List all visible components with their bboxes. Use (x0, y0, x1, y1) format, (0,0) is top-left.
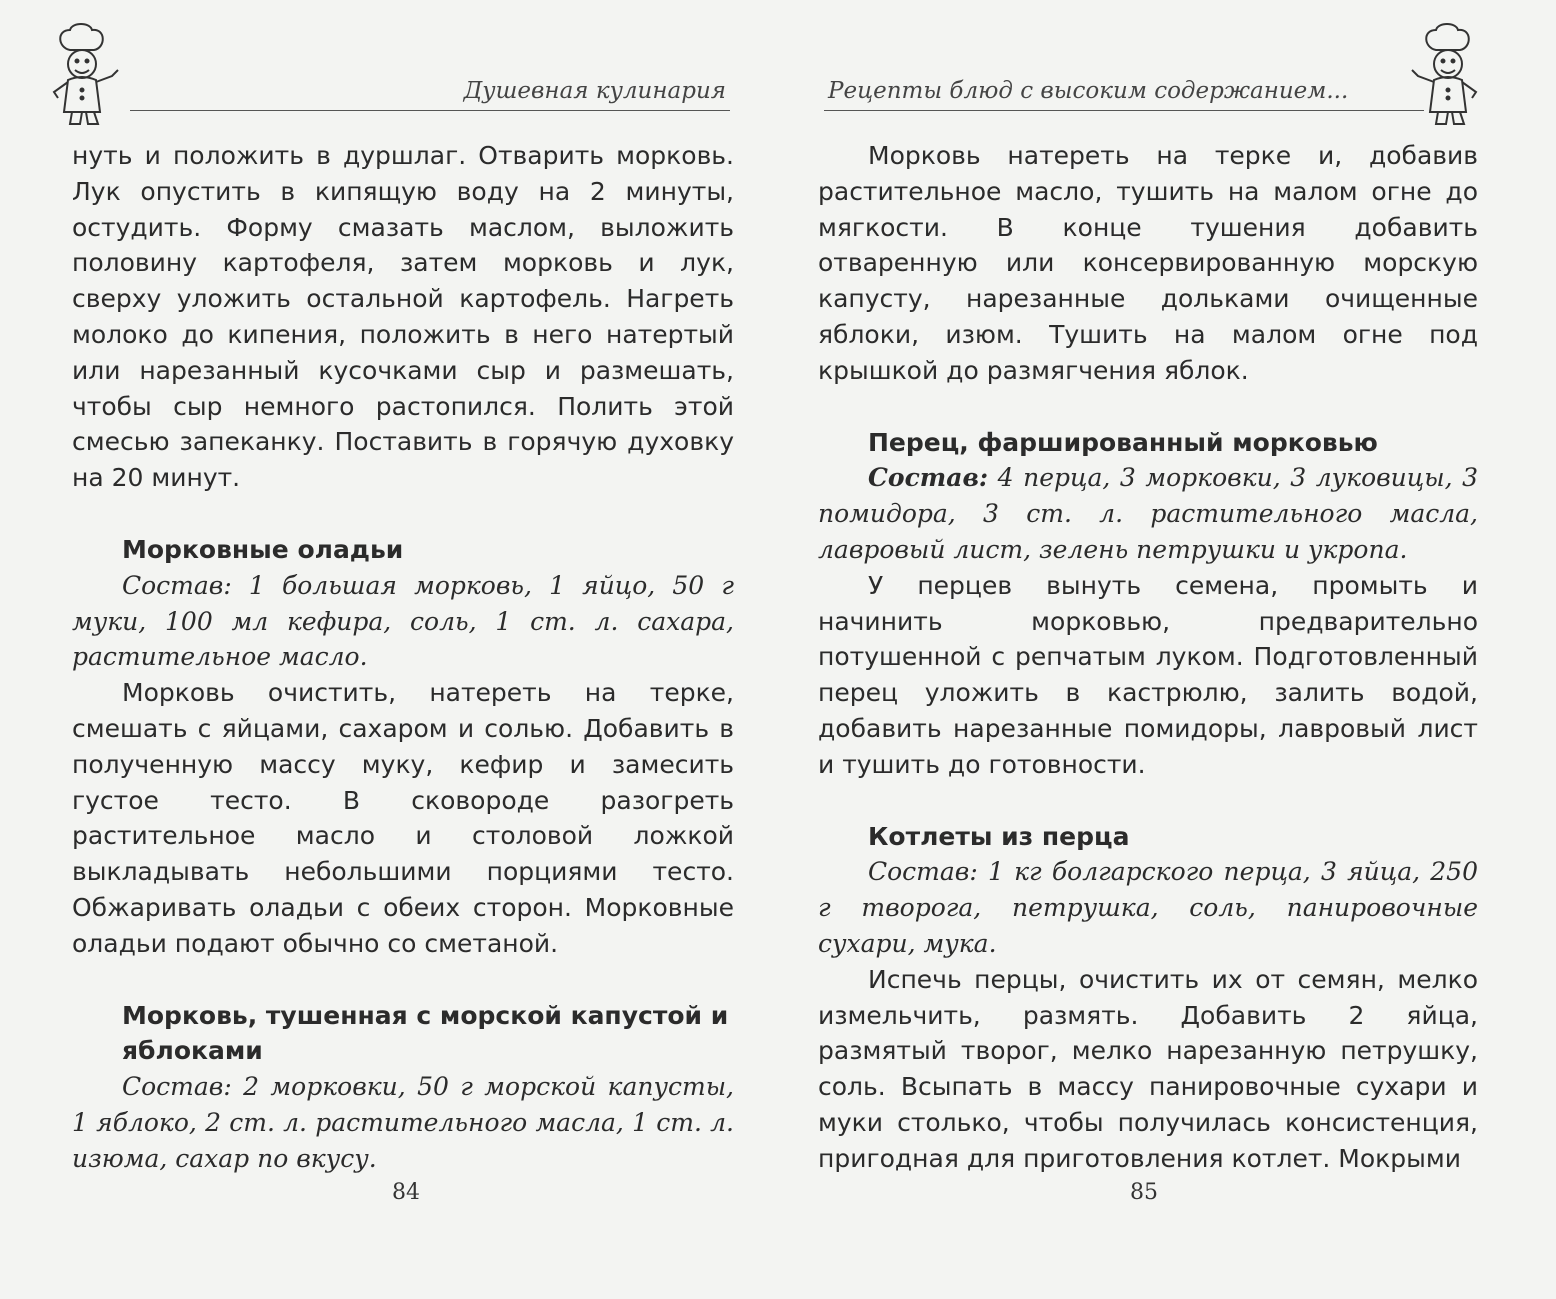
page-content (818, 138, 1478, 1177)
ingredients-label: Состав: (868, 463, 989, 493)
page-number: 84 (392, 1180, 420, 1205)
chef-icon (40, 20, 130, 130)
recipe-ingredients: Состав: 1 кг болгарского перца, 3 яйца, 250 г творога, петрушка, соль, панировочные сухари, мука. (818, 857, 1478, 958)
running-header (824, 68, 1424, 116)
recipe-title: Морковь, тушенная с морской капустой и яблоками (122, 1000, 729, 1066)
header-rule (130, 110, 730, 111)
right-page (778, 0, 1556, 1299)
running-header (130, 68, 730, 116)
ingredients-text: 4 перца, 3 морковки, 3 луковицы, 3 помидора, 3 ст. л. растительного масла, лавровый лист, зелень петрушки и укропа. (818, 463, 1479, 564)
recipe-title: Морковные оладьи (122, 534, 404, 564)
recipe-ingredients: Состав: 2 морковки, 50 г морской капусты, 1 яблоко, 2 ст. л. растительного масла, 1 ст. л. изюма, сахар по вкусу. (72, 1072, 734, 1173)
page-number: 85 (1130, 1180, 1158, 1205)
recipe-title: Котлеты из перца (868, 821, 1130, 851)
recipe-method: У перцев вынуть семена, промыть и начинить морковью, предварительно потушенной с репчатым луком. Подготовленный перец уложить в кастрюлю, залить водой, добавить нарезанные помидоры, лавровый лист и тушить до готовности. (818, 570, 1478, 779)
header-title: Душевная кулинария (463, 78, 726, 104)
recipe-method: Морковь очистить, натереть на терке, смешать с яйцами, сахаром и солью. Добавить в полученную массу муку, кефир и замесить густое тесто. В сковороде разогреть растительное масло и столовой ложкой выкладывать небольшими порциями тесто. Обжаривать оладьи с обеих сторон. Морковные оладьи подают обычно со сметаной. (72, 678, 734, 958)
recipe-ingredients (818, 460, 1478, 567)
header-title: Рецепты блюд с высоким содержанием... (828, 78, 1349, 104)
intro-paragraph: Морковь натереть на терке и, добавив растительное масло, тушить на малом огне до мягкости. В конце тушения добавить отваренную или консервированную морскую капусту, нарезанные дольками очищенные яблоки, изюм. Тушить на малом огне под крышкой до размягчения яблок. (818, 141, 1478, 385)
recipe-ingredients: Состав: 1 большая морковь, 1 яйцо, 50 г муки, 100 мл кефира, соль, 1 ст. л. сахара, растительное масло. (72, 570, 734, 672)
page-content (72, 138, 734, 1177)
intro-paragraph: нуть и положить в дуршлаг. Отварить морковь. Лук опустить в кипящую воду на 2 минуты, остудить. Форму смазать маслом, выложить половину картофеля, затем морковь и лук, сверху уложить остальной картофель. Нагреть молоко до кипения, положить в него натертый или нарезанный кусочками сыр и размешать, чтобы сыр немного растопился. Полить этой смесью запеканку. Поставить в горячую духовку на 20 минут. (72, 141, 734, 493)
recipe-method: Испечь перцы, очистить их от семян, мелко измельчить, размять. Добавить 2 яйца, размятый творог, мелко нарезанную петрушку, соль. Всыпать в массу панировочные сухари и муки столько, чтобы получилась консистенция, пригодная для приготовления котлет. Мокрыми (818, 964, 1478, 1173)
recipe-title: Перец, фаршированный морковью (868, 427, 1378, 457)
header-rule (824, 110, 1424, 111)
